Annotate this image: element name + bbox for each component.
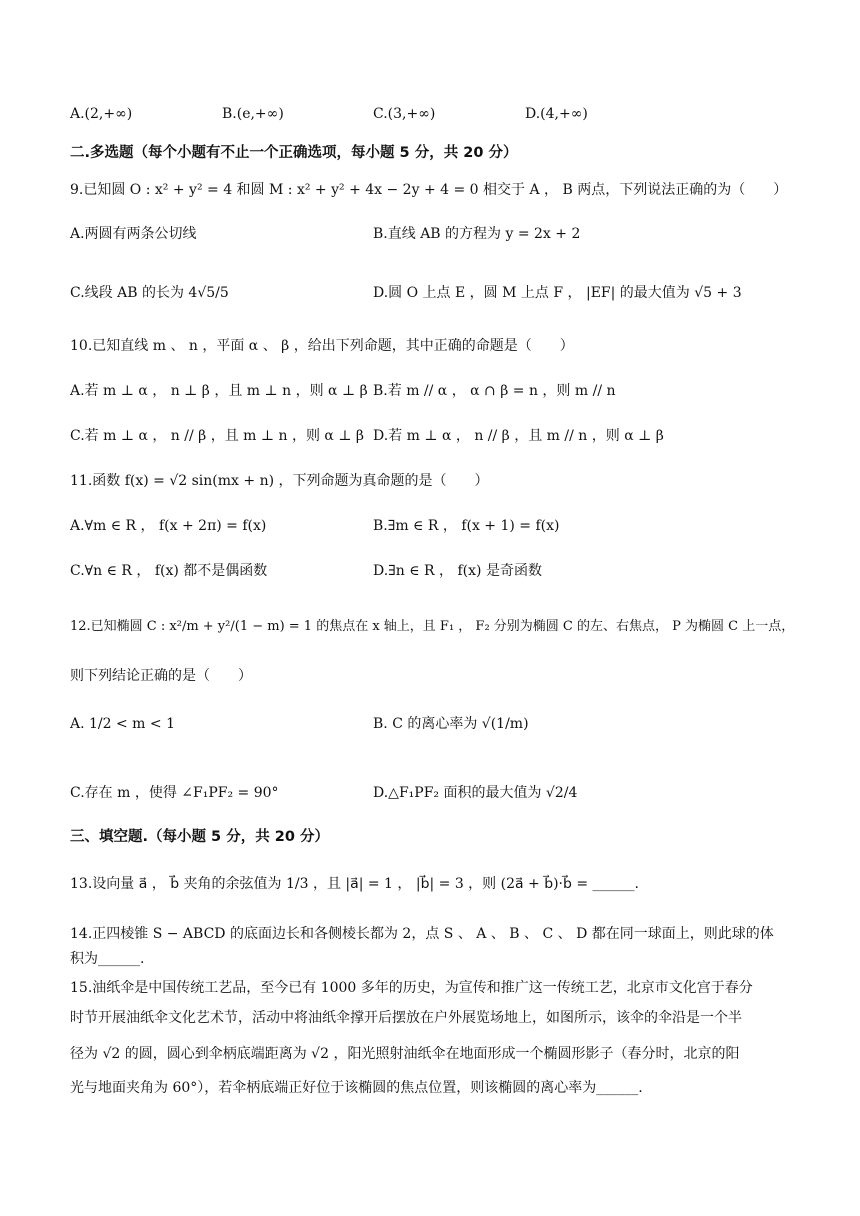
q13-stem: 13.设向量 a⃗ ， b⃗ 夹角的余弦值为 1/3 ，且 |a⃗| = 1 ， |b⃗| = 3 ，则 (2a⃗ + b⃗)·b⃗ = ______. xyxy=(70,876,639,892)
q12-option-b: B. C 的离心率为 √(1/m) xyxy=(373,716,529,732)
q14-line1: 14.正四棱锥 S − ABCD 的底面边长和各侧棱长都为 2，点 S 、 A 、 B 、 C 、 D 都在同一球面上，则此球的体 xyxy=(70,926,774,942)
q12-stem-line2: 则下列结论正确的是（ ） xyxy=(70,668,252,684)
q8-option-c: C.(3,+∞) xyxy=(373,106,436,122)
q9-option-a: A.两圆有两条公切线 xyxy=(70,226,197,242)
section-heading-fill-in: 三、填空题.（每小题 5 分，共 20 分） xyxy=(70,829,329,845)
q9-option-c: C.线段 AB 的长为 4√5/5 xyxy=(70,285,229,301)
q11-option-d: D.∃n ∈ R ， f(x) 是奇函数 xyxy=(373,563,542,579)
q14-line2: 积为______. xyxy=(70,951,145,967)
q12-stem-line1: 12.已知椭圆 C : x²/m + y²/(1 − m) = 1 的焦点在 x 轴上，且 F₁ ， F₂ 分别为椭圆 C 的左、右焦点， P 为椭圆 C 上一点， xyxy=(70,619,795,634)
q15-line3: 径为 √2 的圆，圆心到伞柄底端距离为 √2 ，阳光照射油纸伞在地面形成一个椭圆形影子（春分时，北京的阳 xyxy=(70,1046,740,1062)
q15-line1: 15.油纸伞是中国传统工艺品，至今已有 1000 多年的历史，为宣传和推广这一传统工艺，北京市文化宫于春分 xyxy=(70,980,753,996)
q8-option-d: D.(4,+∞) xyxy=(525,106,588,122)
q10-option-b: B.若 m // α ， α ∩ β = n ，则 m // n xyxy=(373,383,616,399)
q10-option-a: A.若 m ⊥ α ， n ⊥ β ，且 m ⊥ n ，则 α ⊥ β xyxy=(70,383,368,399)
q15-line4: 光与地面夹角为 60°），若伞柄底端正好位于该椭圆的焦点位置，则该椭圆的离心率为______. xyxy=(70,1080,643,1096)
q12-option-c: C.存在 m ，使得 ∠F₁PF₂ = 90° xyxy=(70,785,279,801)
q11-option-c: C.∀n ∈ R ， f(x) 都不是偶函数 xyxy=(70,563,268,579)
q10-option-d: D.若 m ⊥ α ， n // β ，且 m // n ，则 α ⊥ β xyxy=(373,428,664,444)
q11-stem: 11.函数 f(x) = √2 sin(mx + n) ，下列命题为真命题的是（ ） xyxy=(70,473,489,489)
q8-option-b: B.(e,+∞) xyxy=(222,106,284,122)
q9-stem: 9.已知圆 O : x² + y² = 4 和圆 M : x² + y² + 4x − 2y + 4 = 0 相交于 A ， B 两点，下列说法正确的为（ ） xyxy=(70,182,788,198)
q11-option-a: A.∀m ∈ R ， f(x + 2π) = f(x) xyxy=(70,518,267,534)
q11-option-b: B.∃m ∈ R ， f(x + 1) = f(x) xyxy=(373,518,560,534)
q9-option-b: B.直线 AB 的方程为 y = 2x + 2 xyxy=(373,226,581,242)
q9-option-d: D.圆 O 上点 E ，圆 M 上点 F ， |EF| 的最大值为 √5 + 3 xyxy=(373,285,742,301)
q10-option-c: C.若 m ⊥ α ， n // β ，且 m ⊥ n ，则 α ⊥ β xyxy=(70,428,365,444)
q10-stem: 10.已知直线 m 、 n ，平面 α 、 β ，给出下列命题，其中正确的命题是（ ） xyxy=(70,338,574,354)
q15-line2: 时节开展油纸伞文化艺术节，活动中将油纸伞撑开后摆放在户外展览场地上，如图所示，该伞的伞沿是一个半 xyxy=(70,1010,742,1026)
section-heading-multiple-choice: 二.多选题（每个小题有不止一个正确选项，每小题 5 分，共 20 分） xyxy=(70,145,518,161)
q8-option-a: A.(2,+∞) xyxy=(70,106,133,122)
q12-option-d: D.△F₁PF₂ 面积的最大值为 √2/4 xyxy=(373,785,578,801)
q12-option-a: A. 1/2 < m < 1 xyxy=(70,716,175,732)
